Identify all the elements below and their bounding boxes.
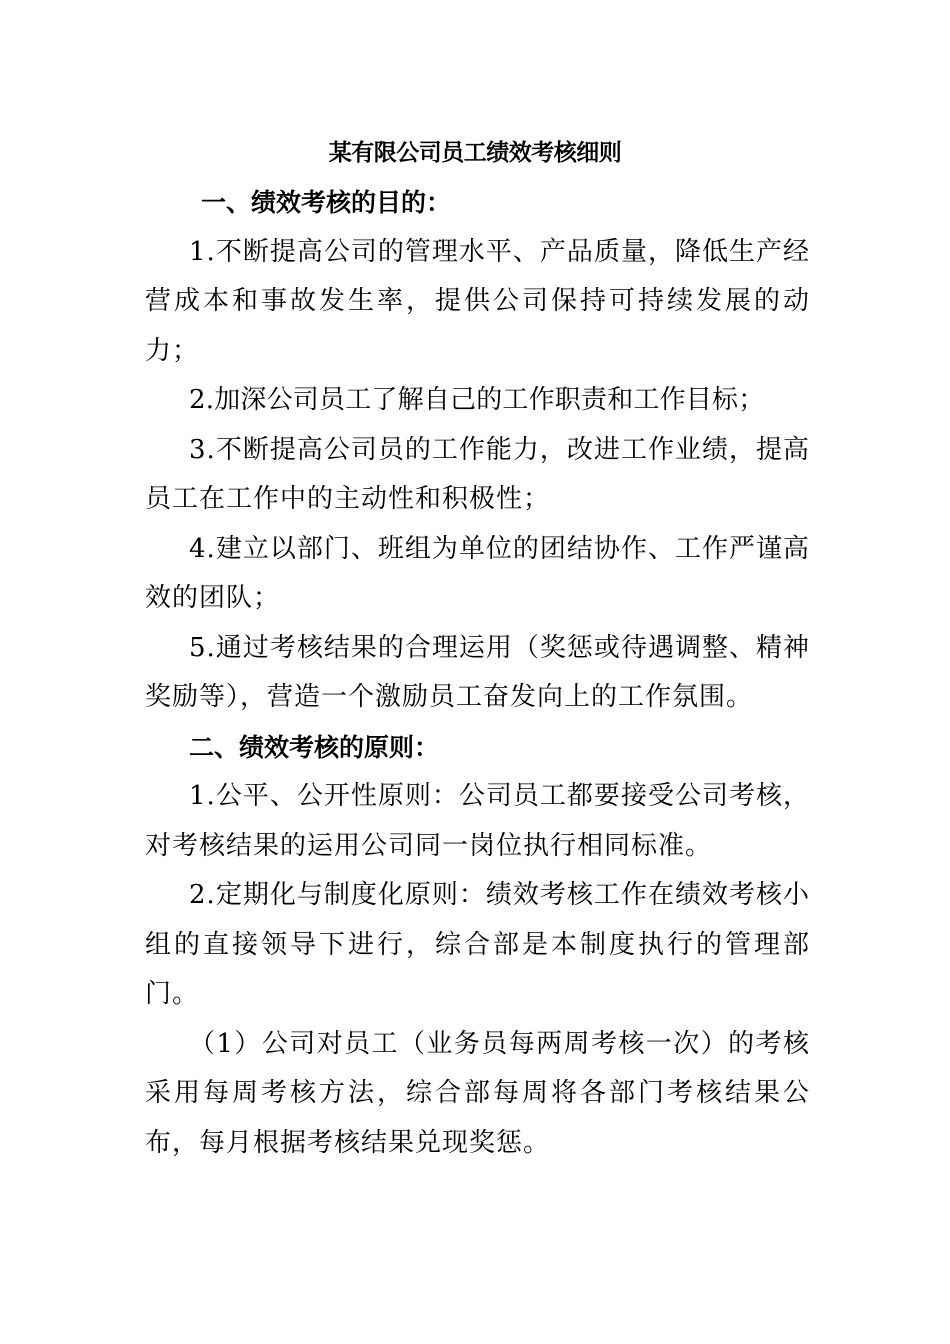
paragraph: 2.加深公司员工了解自己的工作职责和工作目标； — [189, 385, 765, 415]
paragraph: 1.公平、公开性原则：公司员工都要接受公司考核，对考核结果的运用公司同一岗位执行相同标准。 — [145, 781, 810, 861]
paragraph: 1.不断提高公司的管理水平、产品质量，降低生产经营成本和事故发生率，提供公司保持可持续发展的动力； — [145, 236, 810, 366]
paragraph: 5.通过考核结果的合理运用（奖惩或待遇调整、精神奖励等），营造一个激励员工奋发向上的工作氛围。 — [145, 632, 810, 712]
paragraph: 2.定期化与制度化原则：绩效考核工作在绩效考核小组的直接领导下进行，综合部是本制度执行的管理部门。 — [145, 880, 810, 1009]
paragraph: 4.建立以部门、班组为单位的团结协作、工作严谨高效的团队； — [145, 533, 810, 613]
document-body — [145, 178, 810, 1168]
paragraph: （1）公司对员工（业务员每两周考核一次）的考核采用每周考核方法，综合部每周将各部门考核结果公布，每月根据考核结果兑现奖惩。 — [145, 1028, 810, 1158]
section-heading-purpose: 一、绩效考核的目的： — [201, 188, 452, 217]
section-heading-principles: 二、绩效考核的原则： — [189, 732, 440, 762]
document-title: 某有限公司员工绩效考核细则 — [328, 139, 622, 166]
paragraph: 3.不断提高公司员的工作能力，改进工作业绩，提高员工在工作中的主动性和积极性； — [145, 434, 810, 514]
